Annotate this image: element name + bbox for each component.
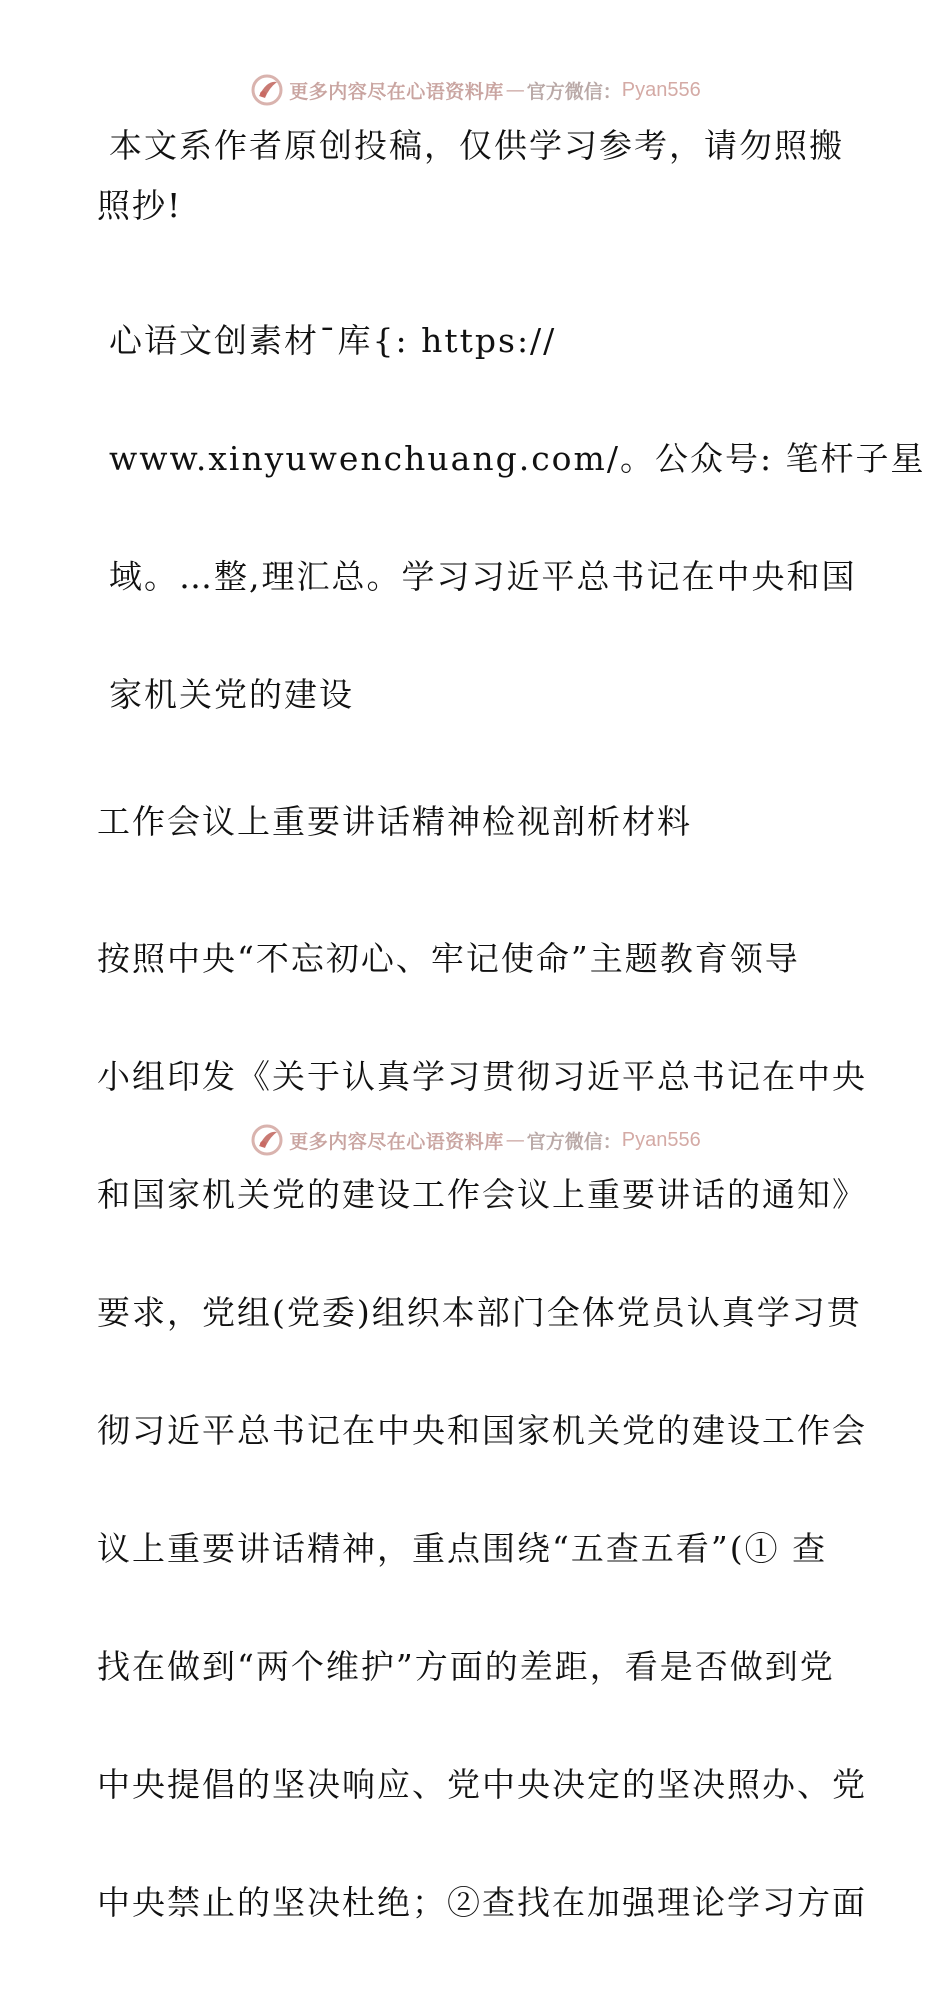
watermark-wechat-id: Pyan556: [621, 78, 701, 101]
red-brush-logo-icon: [249, 72, 285, 108]
text-line: 域。…整,理汇总。学习习近平总书记在中央和国: [109, 557, 857, 596]
text-line: 按照中央“不忘初心、牢记使命”主题教育领导: [97, 939, 800, 978]
document-body: [97, 116, 926, 1992]
paragraph-disclaimer: 本文系作者原创投稿，仅供学习参考，请勿照搬 照抄!: [97, 126, 844, 225]
watermark-wechat-id: Pyan556: [621, 1128, 701, 1151]
red-brush-logo-icon: [249, 1122, 285, 1158]
watermark-wechat-label: 官方微信：: [526, 80, 622, 103]
text-line: 心语文创素材¯库{: https://: [109, 321, 557, 360]
text-line: 彻习近平总书记在中央和国家机关党的建设工作会: [97, 1411, 867, 1450]
text-line: 中央提倡的坚决响应、党中央决定的坚决照办、党: [97, 1765, 867, 1804]
watermark-wechat-label: 官方微信：: [526, 1130, 622, 1153]
paragraph-body: [97, 870, 867, 1992]
text-line: 中央禁止的坚决杜绝；②查找在加强理论学习方面: [97, 1883, 867, 1922]
text-line: www.xinyuwenchuang.com/。公众号: 笔杆子星: [109, 439, 926, 478]
text-line: 找在做到“两个维护”方面的差距，看是否做到党: [97, 1647, 835, 1686]
paragraph-source: [97, 252, 926, 784]
text-line: 家机关党的建设: [109, 675, 354, 714]
watermark-separator: —: [505, 79, 525, 101]
watermark-text: 更多内容尽在心语资料库: [289, 80, 504, 103]
text-line: 和国家机关党的建设工作会议上重要讲话的通知》: [97, 1175, 867, 1214]
watermark-text: 更多内容尽在心语资料库: [289, 1130, 504, 1153]
text-line: 小组印发《关于认真学习贯彻习近平总书记在中央: [97, 1057, 867, 1096]
text-line: 要求，党组(党委)组织本部门全体党员认真学习贯: [97, 1293, 862, 1332]
header-watermark: [0, 70, 950, 110]
paragraph-title: 工作会议上重要讲话精神检视剖析材料: [97, 802, 692, 841]
footer-watermark: [0, 1120, 950, 1160]
text-line: 议上重要讲话精神，重点围绕“五查五看”(① 查: [97, 1529, 828, 1568]
watermark-separator: —: [505, 1129, 525, 1151]
